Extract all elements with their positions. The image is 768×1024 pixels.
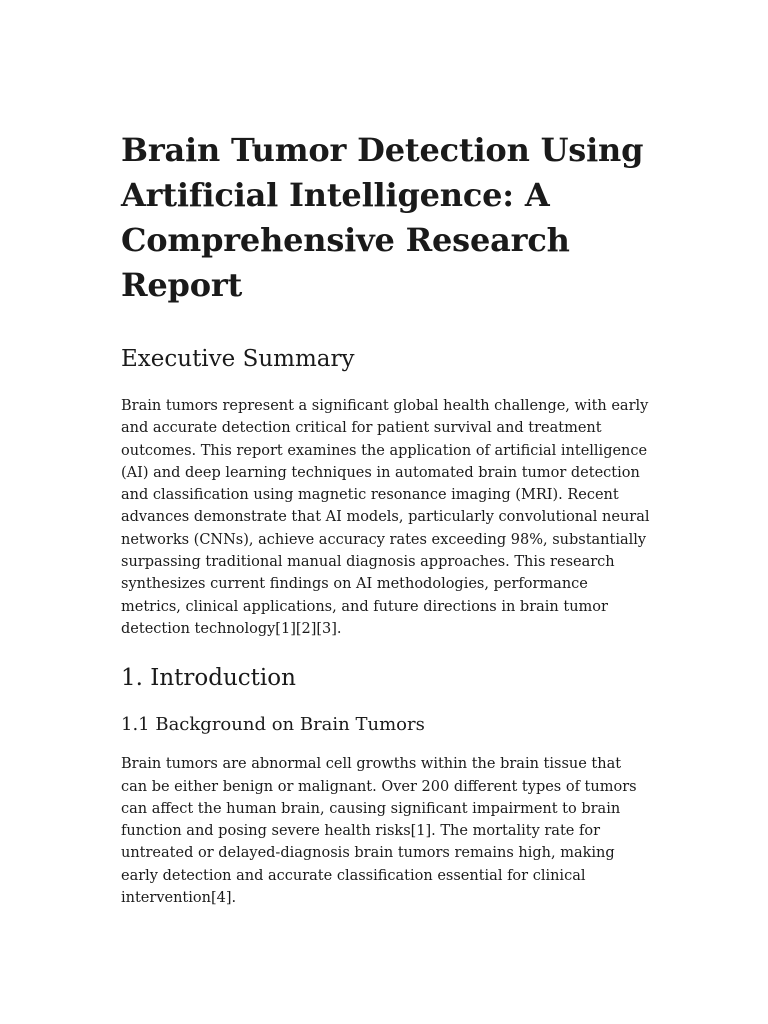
section-heading-executive-summary: Executive Summary bbox=[121, 346, 355, 372]
section-heading-introduction: 1. Introduction bbox=[121, 665, 296, 692]
subsection-heading-background: 1.1 Background on Brain Tumors bbox=[121, 714, 425, 736]
background-paragraph: Brain tumors are abnormal cell growths within the brain tissue that can be either benign or malignant. Over 200 different types of tumors can affect the human brain, causing significant impairment to brain function and posing severe health risks[1]. The mortality rate for untreated or delayed-diagnosis brain tumors remains high, making early detection and accurate classification essential for clinical intervention[4]. bbox=[121, 756, 637, 907]
document-page bbox=[121, 128, 651, 909]
document-title: Brain Tumor Detection Using Artificial Intelligence: A Comprehensive Research Report bbox=[121, 131, 644, 304]
executive-summary-paragraph: Brain tumors represent a significant global health challenge, with early and accurate detection critical for patient survival and treatment outcomes. This report examines the application of artificial intelligence (AI) and deep learning techniques in automated brain tumor detection and classification using magnetic resonance imaging (MRI). Recent advances demonstrate that AI models, particularly convolutional neural networks (CNNs), achieve accuracy rates exceeding 98%, substantially surpassing traditional manual diagnosis approaches. This research synthesizes current findings on AI methodologies, performance metrics, clinical applications, and future directions in brain tumor detection technology[1][2][3]. bbox=[121, 398, 650, 637]
